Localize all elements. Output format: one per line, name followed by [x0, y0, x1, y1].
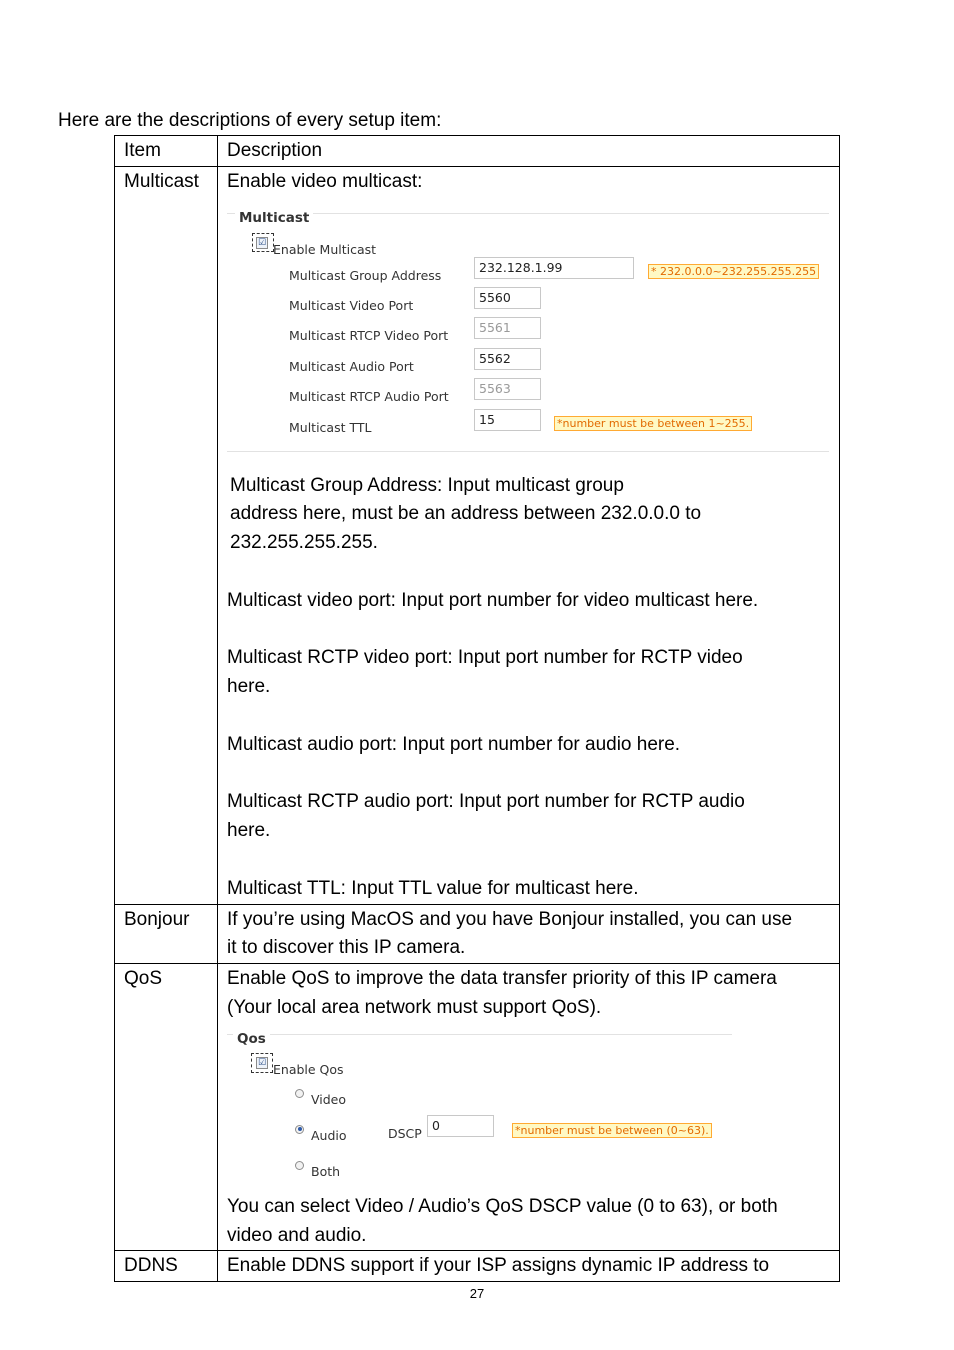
audio-port-desc: Multicast audio port: Input port number for audio here. — [227, 733, 681, 755]
fieldset-divider — [227, 1034, 732, 1035]
bonjour-desc-1: If you’re using MacOS and you have Bonjour installed, you can use — [227, 908, 793, 930]
item-bonjour: Bonjour — [115, 904, 218, 964]
qos-both-radio[interactable] — [295, 1161, 304, 1170]
multicast-group-desc — [227, 472, 839, 558]
bonjour-desc-2: it to discover this IP camera. — [227, 937, 466, 959]
qos-video-label: Video — [311, 1091, 347, 1107]
table-row-bonjour — [115, 904, 840, 964]
desc-line: Multicast Group Address: Input multicast group — [230, 474, 624, 496]
table-row-multicast — [115, 166, 840, 904]
qos-after-1: You can select Video / Audio’s QoS DSCP value (0 to 63), or both — [227, 1195, 778, 1217]
audio-port-label: Multicast Audio Port — [289, 358, 414, 374]
qos-after-2: video and audio. — [227, 1224, 367, 1246]
qos-desc-1: Enable QoS to improve the data transfer priority of this IP camera — [227, 968, 777, 990]
qos-audio-radio[interactable] — [295, 1125, 304, 1134]
table-row-qos — [115, 964, 840, 1251]
audio-port-input[interactable]: 5562 — [474, 348, 541, 370]
desc-multicast — [218, 166, 840, 904]
ttl-hint: *number must be between 1~255. — [554, 416, 752, 431]
enable-qos-checkbox[interactable]: ☑ — [257, 1057, 267, 1068]
fieldset-divider — [227, 213, 829, 214]
ttl-input[interactable]: 15 — [474, 409, 541, 431]
desc-line: 232.255.255.255. — [230, 532, 378, 554]
item-ddns: DDNS — [115, 1251, 218, 1282]
group-address-label: Multicast Group Address — [289, 267, 442, 283]
video-port-input[interactable]: 5560 — [474, 287, 541, 309]
fieldset-bottom-divider — [227, 451, 829, 452]
table-row-ddns — [115, 1251, 840, 1282]
dscp-label: DSCP — [388, 1125, 422, 1141]
qos-settings-screenshot — [227, 1023, 839, 1193]
qos-audio-label: Audio — [311, 1127, 347, 1143]
item-multicast: Multicast — [115, 166, 218, 904]
ddns-desc-1: Enable DDNS support if your ISP assigns dynamic IP address to — [227, 1255, 770, 1277]
header-description: Description — [218, 136, 840, 167]
rtcp-audio-desc-2: here. — [227, 820, 271, 842]
desc-line: address here, must be an address between 232.0.0.0 to — [230, 503, 702, 525]
desc-ddns — [218, 1251, 840, 1282]
qos-desc-2: (Your local area network must support QoS). — [227, 996, 602, 1018]
group-address-hint: * 232.0.0.0~232.255.255.255 — [648, 264, 819, 279]
rtcp-video-desc-2: here. — [227, 676, 271, 698]
desc-qos — [218, 964, 840, 1251]
table-header-row — [115, 136, 840, 167]
desc-bonjour — [218, 904, 840, 964]
header-item: Item — [115, 136, 218, 167]
multicast-fieldset-title: Multicast — [235, 204, 313, 233]
item-qos: QoS — [115, 964, 218, 1251]
ttl-label: Multicast TTL — [289, 419, 372, 435]
dscp-input[interactable]: 0 — [427, 1115, 494, 1137]
rtcp-audio-port-label: Multicast RTCP Audio Port — [289, 388, 449, 404]
qos-video-radio[interactable] — [295, 1089, 304, 1098]
video-port-label: Multicast Video Port — [289, 297, 414, 313]
ttl-desc: Multicast TTL: Input TTL value for multicast here. — [227, 877, 639, 899]
qos-fieldset-title: Qos — [233, 1025, 270, 1054]
multicast-lead: Enable video multicast: — [227, 170, 423, 192]
qos-both-label: Both — [311, 1163, 341, 1179]
rtcp-video-port-input: 5561 — [474, 317, 541, 339]
multicast-settings-screenshot — [227, 197, 837, 472]
setup-items-table — [114, 135, 840, 1282]
video-port-desc: Multicast video port: Input port number for video multicast here. — [227, 589, 759, 611]
intro-text: Here are the descriptions of every setup item: — [58, 110, 442, 131]
page-number: 27 — [469, 1286, 485, 1301]
enable-multicast-label: Enable Multicast — [273, 241, 377, 257]
rtcp-video-port-label: Multicast RTCP Video Port — [289, 327, 449, 343]
rtcp-audio-desc-1: Multicast RCTP audio port: Input port number for RCTP audio — [227, 791, 745, 813]
group-address-input[interactable]: 232.128.1.99 — [474, 257, 634, 279]
rtcp-audio-port-input: 5563 — [474, 378, 541, 400]
dscp-hint: *number must be between (0~63). — [512, 1123, 712, 1138]
enable-qos-label: Enable Qos — [273, 1061, 344, 1077]
rtcp-video-desc-1: Multicast RCTP video port: Input port number for RCTP video — [227, 647, 743, 669]
enable-multicast-checkbox[interactable]: ☑ — [257, 237, 267, 248]
